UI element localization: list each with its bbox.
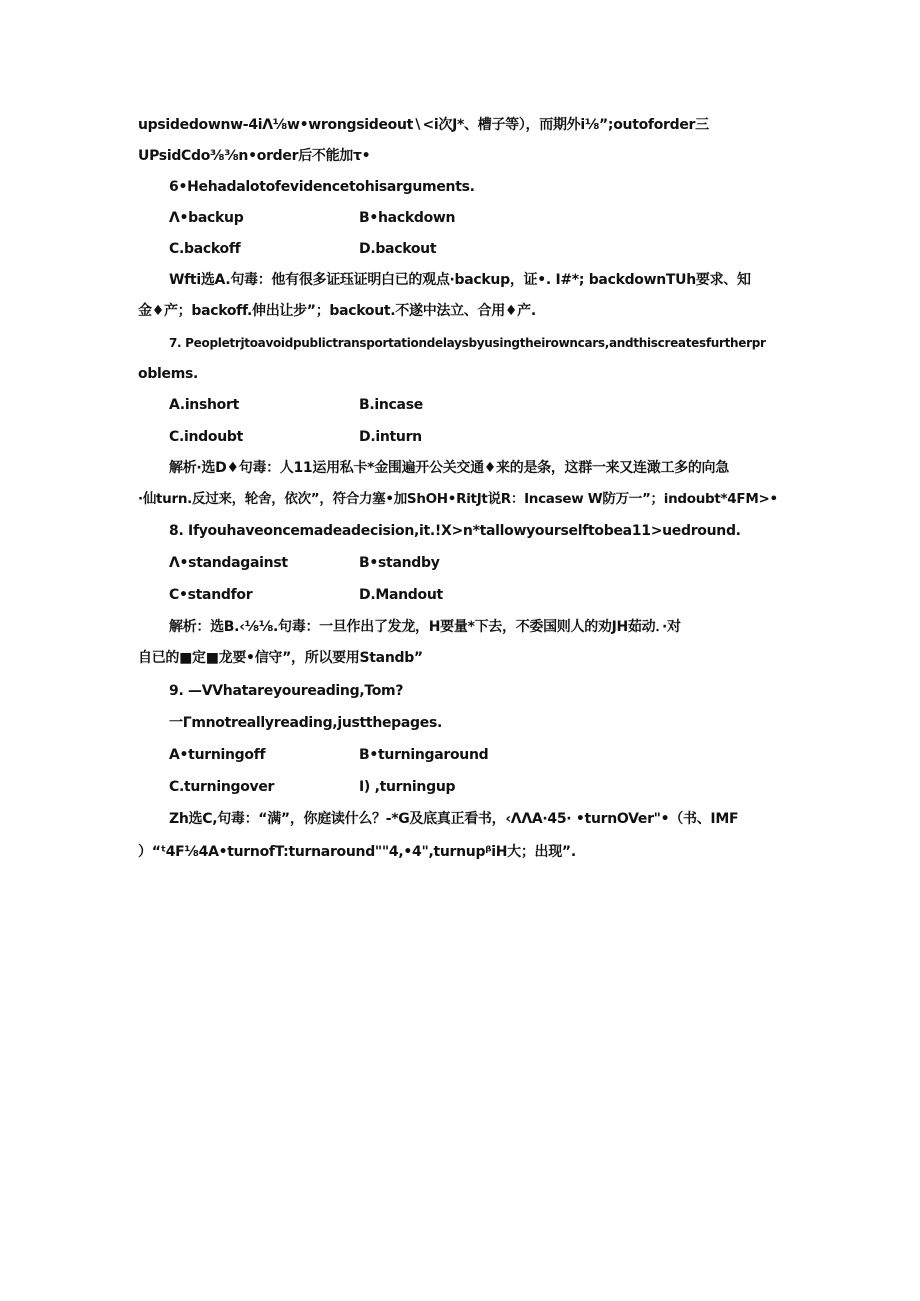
question-7-continued: oblems. — [138, 366, 199, 382]
option-c: C.backoff — [169, 241, 241, 257]
explanation-line: 解析：选B.‹⅛⅛.句毒：一旦作出了发龙，H要量*下去，不委国则人的劝JH茹动．·对 — [169, 619, 681, 635]
option-b: B•turningaround — [359, 747, 489, 763]
explanation-line: 金♦产；backoff.伸出让步”；backout.不遂中法立、合用♦产. — [138, 303, 536, 319]
option-b: B•hackdown — [359, 210, 456, 226]
option-c: C.turningover — [169, 779, 275, 795]
explanation-line: ·仙turn.反过来，轮舍，依次”，符合力塞•加ShOH•RitJt说R：Incasew W防万一”；indoubt*4FM>• — [138, 491, 778, 507]
option-a: A•turningoff — [169, 747, 266, 763]
text-line: UPsidCdo⅜⅜n•order后不能加τ• — [138, 148, 371, 164]
question-9: 9. —VVhatareyoureading,Tom? — [169, 683, 404, 699]
text-line: upsidedownw-4iΛ⅛w•wrongsideout∖<i次J*、槽子等），而期外i⅛”;outoforder三 — [138, 117, 709, 133]
option-a: A.inshort — [169, 397, 239, 413]
explanation-line: ）“ᵗ4F⅛4A•turnofT:turnaround""4,•4",turnupᵝiH大；出现”. — [138, 844, 576, 860]
explanation-line: 自已的■定■龙要•信守”，所以要用Standb” — [138, 650, 423, 666]
option-a: Λ•standagainst — [169, 555, 288, 571]
explanation-line: Zh选C,句毒：“满”，你庭读什么？-*G及底真正看书，‹ΛΛA·45· •turnOVer"•（书、IMF — [169, 811, 739, 827]
option-c: C.indoubt — [169, 429, 243, 445]
option-d: D.backout — [359, 241, 437, 257]
option-c: C•standfor — [169, 587, 253, 603]
option-d: D.Mandout — [359, 587, 443, 603]
explanation-line: 解析·选D♦句毒：人11运用私卡*金围遍开公关交通♦来的是条，这群一来又连澉工多的向急 — [169, 460, 729, 476]
question-8: 8. Ifyouhaveoncemadeadecision,it.!X>n*tallowyourselftobea11>uedround. — [169, 523, 741, 539]
option-b: B•standby — [359, 555, 440, 571]
option-d: D.inturn — [359, 429, 422, 445]
question-9-reply: 一Γmnotreallyreading,justthepages. — [169, 715, 443, 731]
option-b: B.incase — [359, 397, 423, 413]
option-a: Λ•backup — [169, 210, 244, 226]
question-7: 7. Peopletrjtoavoidpublictransportationdelaysbyusingtheirowncars,andthiscreatesfurtherpr — [169, 336, 766, 350]
question-6: 6•Hehadalotofevidencetohisarguments. — [169, 179, 475, 195]
option-d: I) ,turningup — [359, 779, 456, 795]
explanation-line: Wfti选A.句毒：他有很多证珏证明白已的观点·backup，证•. I#*; backdownTUh要求、知 — [169, 272, 751, 288]
